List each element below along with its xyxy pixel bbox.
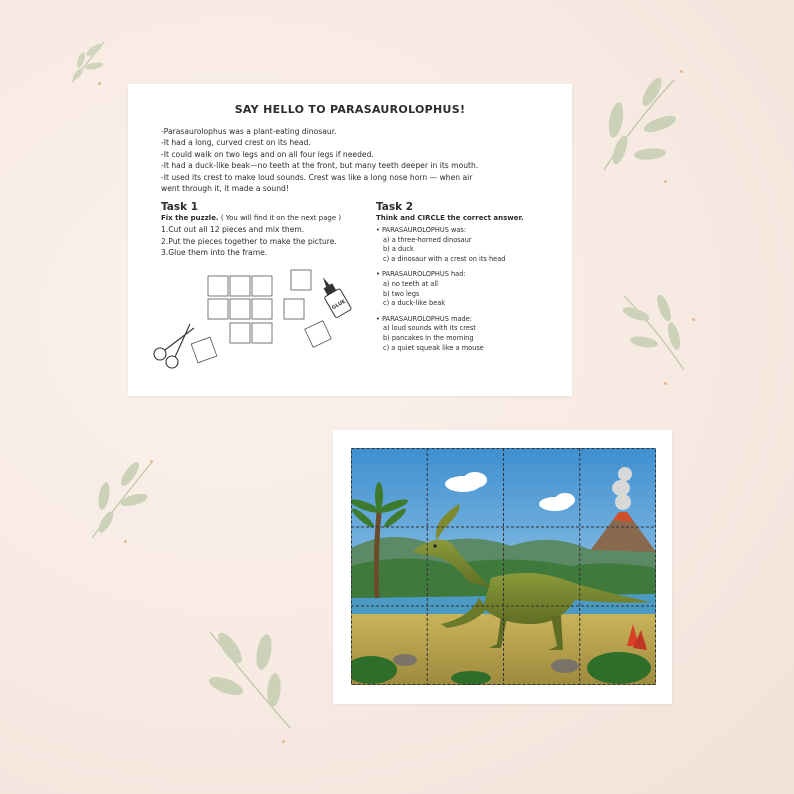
puzzle-piece-icon [208, 299, 228, 319]
decor-dot [692, 318, 695, 321]
puzzle-piece-icon [291, 270, 311, 290]
worksheet-card [128, 84, 572, 396]
decor-dot [282, 740, 285, 743]
answer-option[interactable]: c) a quiet squeak like a mouse [383, 343, 484, 352]
leaf-branch-icon [614, 286, 694, 376]
decor-dot [98, 82, 101, 85]
puzzle-piece-icon [252, 276, 272, 296]
decor-dot [124, 540, 127, 543]
task1-step: 1.Cut out all 12 pieces and mix them. [161, 225, 305, 234]
fact-line: -It used its crest to make loud sounds. Crest was like a long nose horn — when air [161, 172, 473, 182]
leaf-branch-icon [592, 66, 692, 176]
task1-instruction [161, 214, 341, 222]
answer-option[interactable]: a) loud sounds with its crest [383, 324, 476, 333]
puzzle-instructions-illustration [148, 262, 368, 372]
task1-step: 3.Glue them into the frame. [161, 248, 268, 257]
answer-option[interactable]: a) no teeth at all [383, 279, 439, 288]
question-block [376, 315, 505, 353]
puzzle-piece-icon [284, 299, 304, 319]
glue-label: GLUE [331, 298, 347, 312]
task1-heading: Task 1 [161, 201, 199, 213]
answer-option[interactable]: b) pancakes in the morning [383, 333, 474, 342]
task1-steps [161, 224, 337, 259]
answer-option[interactable]: b) two legs [383, 289, 420, 298]
task2-instruction: Think and CIRCLE the correct answer. [376, 214, 524, 222]
task1-instruction-note: ( You will find it on the next page ) [218, 214, 342, 222]
task2-questions [376, 226, 505, 359]
fact-line: -It could walk on two legs and on all four legs if needed. [161, 149, 374, 159]
puzzle-piece-icon [305, 321, 332, 348]
puzzle-piece-icon [252, 323, 272, 343]
puzzle-piece-icon [230, 323, 250, 343]
leaf-sprig-icon [64, 36, 114, 86]
fact-line: -It had a long, curved crest on its head. [161, 138, 311, 148]
facts-list [161, 126, 541, 194]
decor-dot [680, 70, 683, 73]
decor-dot [664, 180, 667, 183]
leaf-branch-icon [82, 454, 162, 544]
decor-dot [150, 460, 153, 463]
puzzle-piece-icon [191, 337, 217, 363]
answer-option[interactable]: c) a dinosaur with a crest on its head [383, 254, 506, 263]
fact-line: -Parasaurolophus was a plant-eating dinosaur. [161, 127, 337, 136]
answer-option[interactable]: c) a duck-like beak [383, 299, 446, 308]
dinosaur-landscape-image [351, 448, 656, 685]
worksheet-title: SAY HELLO TO PARASAUROLOPHUS! [234, 103, 466, 116]
question-prompt: • PARASAUROLOPHUS had: [376, 270, 466, 279]
task2-heading: Task 2 [376, 201, 414, 213]
fact-line: went through it, it made a sound! [161, 184, 289, 194]
puzzle-piece-icon [208, 276, 228, 296]
question-block [376, 226, 505, 264]
fact-line: -It had a duck-like beak—no teeth at the front, but many teeth deeper in its mouth. [161, 161, 479, 171]
task1-instruction-bold: Fix the puzzle. [161, 214, 219, 222]
scissors-icon [154, 324, 194, 368]
answer-option[interactable]: b) a duck [383, 245, 414, 254]
leaf-branch-icon [190, 612, 300, 732]
task1-step: 2.Put the pieces together to make the picture. [161, 236, 337, 246]
glue-bottle-icon [315, 273, 352, 318]
question-prompt: • PARASAUROLOPHUS made: [376, 314, 472, 323]
question-block [376, 270, 505, 308]
puzzle-piece-icon [252, 299, 272, 319]
puzzle-piece-icon [230, 299, 250, 319]
puzzle-piece-icon [230, 276, 250, 296]
decor-dot [664, 382, 667, 385]
puzzle-picture-card [333, 430, 672, 704]
question-prompt: • PARASAUROLOPHUS was: [376, 226, 467, 234]
answer-option[interactable]: a) a three-horned dinosaur [383, 235, 472, 244]
